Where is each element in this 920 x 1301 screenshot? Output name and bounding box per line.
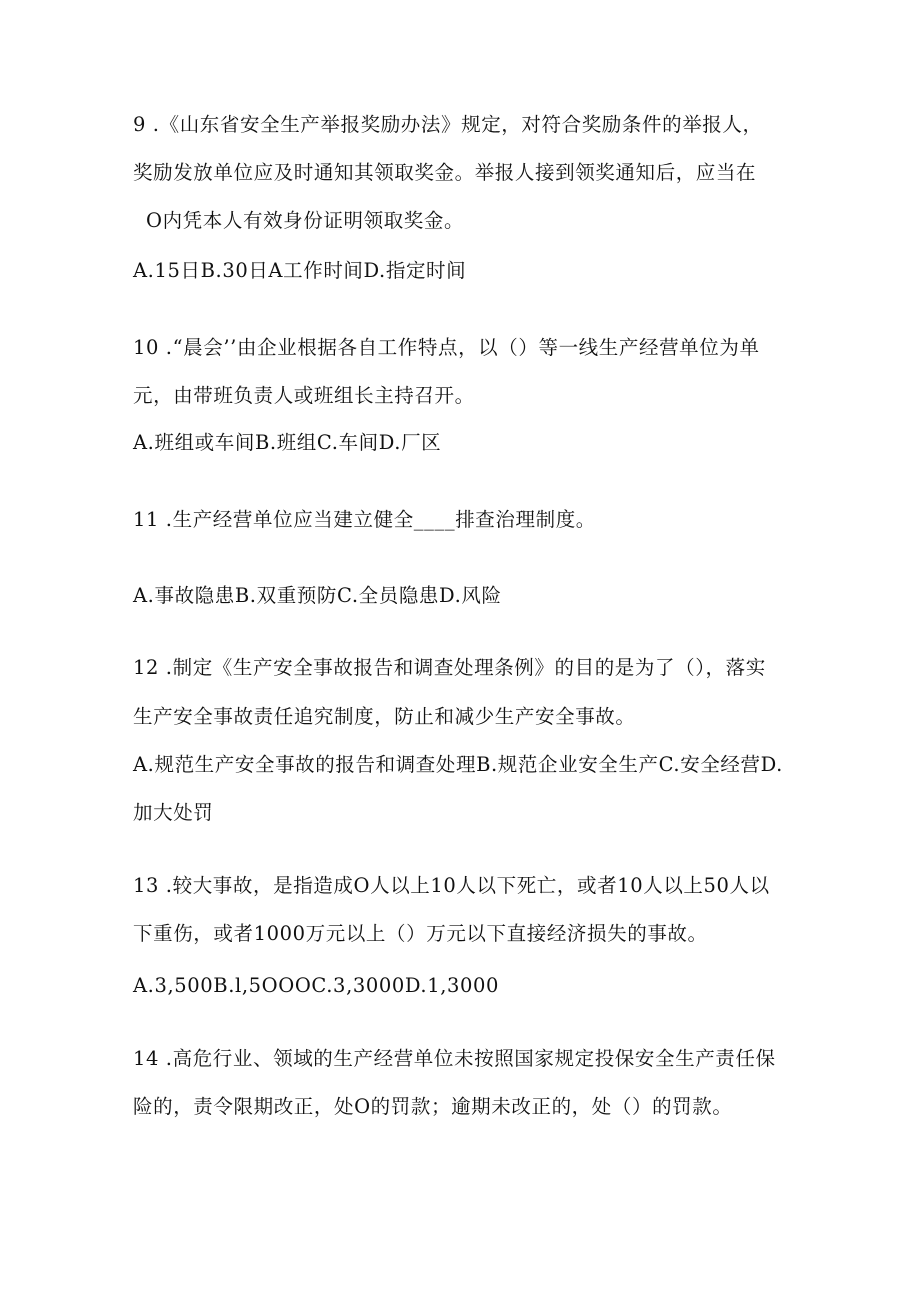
question-text-line: 13 .较大事故，是指造成O人以上10人以下死亡，或者10人以上50人以 [133,874,770,897]
question-text-line: 14 .高危行业、领域的生产经营单位未按照国家规定投保安全生产责任保 [133,1047,776,1070]
question-options: A.15日B.30日A工作时间D.指定时间 [133,259,467,282]
question-text-line: O内凭本人有效身份证明领取奖金。 [146,209,465,232]
question-text-line: 12 .制定《生产安全事故报告和调查处理条例》的目的是为了（），落实 [133,656,766,679]
question-options: A.事故隐患B.双重预防C.全员隐患D.风险 [133,584,502,607]
question-options: A.班组或车间B.班组C.车间D.厂区 [133,431,442,454]
question-text-line: 险的，责令限期改正，处O的罚款；逾期未改正的，处（）的罚款。 [133,1095,733,1118]
question-options: 加大处罚 [133,801,214,824]
question-text-line: 9 .《山东省安全生产举报奖励办法》规定，对符合奖励条件的举报人， [133,113,763,136]
question-text-line: 下重伤，或者1000万元以上（）万元以下直接经济损失的事故。 [133,922,708,945]
question-options: A.规范生产安全事故的报告和调查处理B.规范企业安全生产C.安全经营D. [133,753,783,776]
question-text-line: 生产安全事故责任追究制度，防止和减少生产安全事故。 [133,705,636,728]
question-text-line: 10 .“晨会’’由企业根据各自工作特点，以（）等一线生产经营单位为单 [133,336,760,359]
question-options: A.3,500B.l,5OOOC.3,3000D.1,3000 [133,974,500,997]
question-text-line: 元，由带班负责人或班组长主持召开。 [133,384,475,407]
question-text-line: 11 .生产经营单位应当建立健全____排查治理制度。 [133,508,596,531]
question-text-line: 奖励发放单位应及时通知其领取奖金。举报人接到领奖通知后，应当在 [133,161,757,184]
